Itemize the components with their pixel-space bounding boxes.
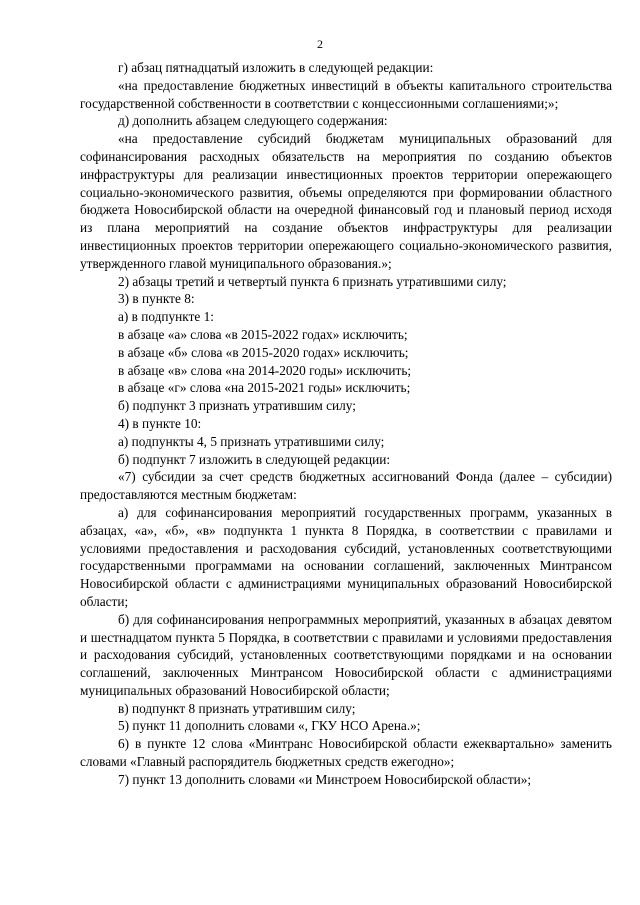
paragraph: б) подпункт 7 изложить в следующей редакции: bbox=[118, 451, 391, 467]
paragraph: 6) в пункте 12 слова «Минтранс Новосибирской области ежеквартально» заменить словами «Главный распорядитель бюджетных средств ежегодно»; bbox=[80, 736, 612, 770]
paragraph: в) подпункт 8 признать утратившим силу; bbox=[118, 700, 356, 716]
paragraph: 3) в пункте 8: bbox=[118, 291, 195, 307]
paragraph: 2) абзацы третий и четвертый пункта 6 признать утратившими силу; bbox=[118, 273, 507, 289]
paragraph: а) подпункты 4, 5 признать утратившими силу; bbox=[118, 433, 385, 449]
paragraph: в абзаце «в» слова «на 2014-2020 годы» исключить; bbox=[118, 362, 412, 378]
paragraph: 4) в пункте 10: bbox=[118, 415, 202, 431]
paragraph: «на предоставление бюджетных инвестиций в объекты капитального строительства государственной собственности в соответствии с концессионными соглашениями;»; bbox=[80, 77, 612, 111]
paragraph: г) абзац пятнадцатый изложить в следующей редакции: bbox=[118, 60, 434, 75]
paragraph: а) для софинансирования мероприятий государственных программ, указанных в абзацах, «а», «б», «в» подпункта 1 пункта 8 Порядка, в соответствии с правилами и условиями предоставления и расходования субсидий, установленных соответствующими государственными программами на основании соглашений, заключенных Минтрансом Новосибирской области с администрациями муниципальных образований Новосибирской области; bbox=[80, 504, 612, 609]
paragraph: «7) субсидии за счет средств бюджетных ассигнований Фонда (далее – субсидии) предоставляются местным бюджетам: bbox=[80, 469, 612, 503]
paragraph: 7) пункт 13 дополнить словами «и Минстроем Новосибирской области»; bbox=[118, 771, 532, 787]
paragraph: в абзаце «б» слова «в 2015-2020 годах» исключить; bbox=[118, 344, 409, 360]
document-body bbox=[80, 59, 612, 789]
paragraph: в абзаце «а» слова «в 2015-2022 годах» исключить; bbox=[118, 326, 408, 342]
page-number: 2 bbox=[317, 37, 323, 51]
paragraph: 5) пункт 11 дополнить словами «, ГКУ НСО Арена.»; bbox=[118, 718, 421, 734]
paragraph: б) для софинансирования непрограммных мероприятий, указанных в абзацах девятом и шестнадцатом пункта 5 Порядка, в соответствии с правилами и условиями предоставления и расходования субсидий, установленных соответствующими порядками и на основании соглашений, заключенных Минтрансом Новосибирской области с администрациями муниципальных образований Новосибирской области; bbox=[80, 611, 612, 698]
paragraph: в абзаце «г» слова «на 2015-2021 годы» исключить; bbox=[118, 380, 411, 396]
paragraph: б) подпункт 3 признать утратившим силу; bbox=[118, 398, 356, 414]
paragraph: а) в подпункте 1: bbox=[118, 309, 214, 325]
paragraph: «на предоставление субсидий бюджетам муниципальных образований для софинансирования расходных обязательств на мероприятия по созданию объектов инфраструктуры для реализации инвестиционных проектов территории опережающего социально-экономического развития, объемы определяются при формировании областного бюджета Новосибирской области на очередной финансовый год и плановый период исходя из плана мероприятий на создание объектов инфраструктуры для реализации инвестиционных проектов территории опережающего социально-экономического развития, утвержденного главой муниципального образования.»; bbox=[80, 131, 612, 271]
paragraph: д) дополнить абзацем следующего содержания: bbox=[118, 113, 388, 129]
